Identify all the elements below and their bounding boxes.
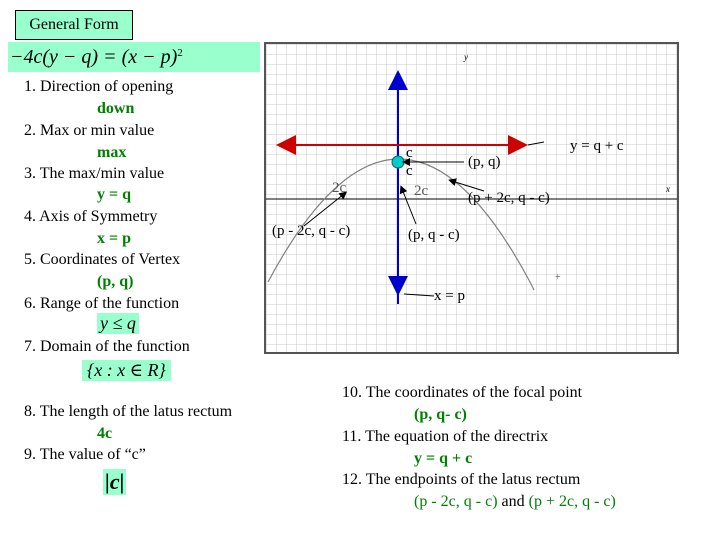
- label-c-top: c: [406, 145, 413, 161]
- question-10: 10. The coordinates of the focal point: [342, 384, 583, 401]
- answer-1: down: [97, 100, 135, 117]
- answer-9-abs-c: |c|: [105, 469, 125, 494]
- y-axis-label: y: [464, 52, 468, 62]
- label-c-bottom: c: [406, 163, 413, 179]
- equation-text: −4c(y − q) = (x − p): [10, 46, 178, 68]
- focus-label: (p, q - c): [408, 227, 460, 243]
- answer-3: y = q: [97, 186, 132, 203]
- answer-2: max: [97, 144, 127, 161]
- answer-8: 4c: [97, 425, 113, 442]
- left-endpoint-label: (p - 2c, q - c): [272, 223, 351, 239]
- answer-5: (p, q): [97, 273, 134, 290]
- answer-7-domain: {x : x ∈ R}: [82, 360, 171, 381]
- question-1: 1. Direction of opening: [24, 78, 174, 95]
- question-2: 2. Max or min value: [24, 122, 155, 139]
- question-6: 6. Range of the function: [24, 295, 180, 312]
- answer-12-left: (p - 2c, q - c): [414, 493, 498, 510]
- question-8: 8. The length of the latus rectum: [24, 403, 233, 420]
- directrix-label: y = q + c: [570, 138, 624, 154]
- question-7: 7. Domain of the function: [24, 338, 190, 355]
- question-4: 4. Axis of Symmetry: [24, 208, 158, 225]
- label-2c-left: 2c: [332, 180, 347, 196]
- vertex-label: (p, q): [468, 154, 501, 170]
- answer-12-right: (p + 2c, q - c): [528, 493, 616, 510]
- answer-12-join: and: [497, 493, 529, 510]
- answer-4: x = p: [97, 230, 132, 247]
- question-11: 11. The equation of the directrix: [342, 428, 549, 445]
- question-5: 5. Coordinates of Vertex: [24, 251, 181, 268]
- x-axis-label: x: [666, 184, 670, 194]
- answer-11: y = q + c: [414, 450, 473, 467]
- label-2c-right: 2c: [414, 183, 429, 199]
- vertex-point: [392, 156, 404, 168]
- answer-6-range: y ≤ q: [97, 313, 139, 334]
- parabola-graph: [264, 42, 679, 354]
- title-badge: [15, 10, 133, 40]
- title-text: General Form: [29, 16, 119, 33]
- question-3: 3. The max/min value: [24, 165, 165, 182]
- question-12: 12. The endpoints of the latus rectum: [342, 471, 581, 488]
- plus-mark: +: [555, 272, 561, 283]
- answer-10: (p, q- c): [414, 406, 467, 423]
- answer-12: [414, 493, 616, 511]
- question-9: 9. The value of “c”: [24, 446, 146, 463]
- equation-power: 2: [177, 47, 183, 59]
- right-endpoint-label: (p + 2c, q - c): [468, 190, 550, 206]
- axis-of-symmetry-label: x = p: [434, 288, 465, 304]
- general-form-equation: [8, 42, 260, 72]
